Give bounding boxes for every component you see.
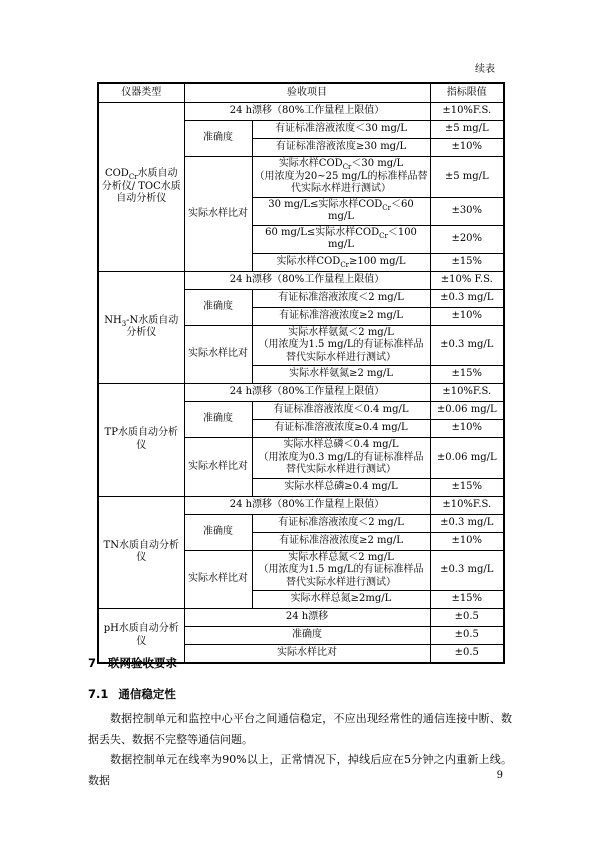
criteria-group-cell: 准确度 — [184, 402, 252, 438]
acceptance-requirements-table — [97, 82, 505, 664]
acceptance-item-cell: 60 mg/L≤实际水样$COD_{Cr}<100$ mg/L — [252, 225, 430, 253]
limit-value-cell: ±10%F.S. — [430, 496, 504, 514]
instrument-type-cell: TP水质自动分析仪 — [98, 384, 184, 497]
paragraph: 数据控制单元在线率为90%以上，正常情况下，掉线后应在5分钟之内重新上线。数据 — [88, 753, 512, 787]
header-limit-value: 指标限值 — [430, 83, 504, 103]
acceptance-item-cell: 准确度 — [184, 627, 430, 645]
limit-value-cell: ±5 mg/L — [430, 157, 504, 198]
limit-value-cell: ±0.5 — [430, 609, 504, 627]
acceptance-item-cell: 实际水样$COD_{Cr}<30$ mg/L （用浓度为20~25 mg/L的标准样品替代实际水样进行测试） — [252, 157, 430, 198]
section-number: 7 — [88, 656, 97, 670]
acceptance-item-cell: 24 h漂移（80%工作量程上限值） — [184, 103, 430, 121]
limit-value-cell: ±15% — [430, 366, 504, 384]
limit-value-cell: ±0.5 — [430, 645, 504, 664]
table-row — [98, 103, 504, 121]
header-acceptance-item: 验收项目 — [184, 83, 430, 103]
table-row — [98, 496, 504, 514]
criteria-group-cell: 准确度 — [184, 121, 252, 157]
limit-value-cell: ±15% — [430, 591, 504, 609]
criteria-group-cell: 实际水样比对 — [184, 157, 252, 272]
acceptance-table-body — [98, 103, 504, 664]
criteria-group-cell: 准确度 — [184, 514, 252, 550]
acceptance-item-cell: 24 h漂移 — [184, 609, 430, 627]
limit-value-cell: ±10%F.S. — [430, 103, 504, 121]
limit-value-cell: ±10% — [430, 307, 504, 325]
limit-value-cell: ±15% — [430, 478, 504, 496]
section-7-heading — [88, 656, 177, 670]
section-title: 联网验收要求 — [108, 656, 178, 670]
limit-value-cell: ±0.3 mg/L — [430, 550, 504, 591]
limit-value-cell: ±5 mg/L — [430, 121, 504, 139]
limit-value-cell: ±10%F.S. — [430, 384, 504, 402]
table-row — [98, 384, 504, 402]
criteria-group-cell: 实际水样比对 — [184, 438, 252, 497]
table-continuation-label: 续表 — [475, 64, 495, 75]
limit-value-cell: ±0.3 mg/L — [430, 325, 504, 366]
acceptance-item-cell: 30 mg/L≤实际水样$COD_{Cr}<60$ mg/L — [252, 197, 430, 225]
acceptance-item-cell: 实际水样氨氮＜2 mg/L （用浓度为1.5 mg/L的有证标准样品替代实际水样进行测试） — [252, 325, 430, 366]
acceptance-item-cell: 有证标准溶液浓度≥0.4 mg/L — [252, 420, 430, 438]
limit-value-cell: ±20% — [430, 225, 504, 253]
subsection-number: 7.1 — [88, 687, 109, 701]
instrument-type-cell: pH水质自动分析仪 — [98, 609, 184, 664]
limit-value-cell: ±30% — [430, 197, 504, 225]
criteria-group-cell: 准确度 — [184, 289, 252, 325]
limit-value-cell: ±0.06 mg/L — [430, 402, 504, 420]
acceptance-item-cell: 有证标准溶液浓度＜2 mg/L — [252, 289, 430, 307]
acceptance-item-cell: 有证标准溶液浓度≥30 mg/L — [252, 139, 430, 157]
acceptance-item-cell: 有证标准溶液浓度＜30 mg/L — [252, 121, 430, 139]
acceptance-item-cell: 有证标准溶液浓度≥2 mg/L — [252, 532, 430, 550]
acceptance-item-cell: 有证标准溶液浓度＜0.4 mg/L — [252, 402, 430, 420]
limit-value-cell: ±10% — [430, 139, 504, 157]
acceptance-item-cell: 24 h漂移（80%工作量程上限值） — [184, 496, 430, 514]
instrument-type-cell: $NH_3-N$水质自动分析仪 — [98, 271, 184, 384]
acceptance-item-cell: 实际水样总磷＜0.4 mg/L （用浓度为0.3 mg/L的有证标准样品替代实际水样进行测试） — [252, 438, 430, 479]
acceptance-item-cell: 24 h漂移（80%工作量程上限值） — [184, 271, 430, 289]
acceptance-item-cell: 实际水样$COD_{Cr}\ge 100$ mg/L — [252, 253, 430, 271]
acceptance-item-cell: 24 h漂移（80%工作量程上限值） — [184, 384, 430, 402]
instrument-type-cell: TN水质自动分析仪 — [98, 496, 184, 609]
section-7-1-heading — [88, 687, 176, 701]
page-number: 9 — [496, 770, 503, 781]
acceptance-item-cell: 实际水样氨氮≥2 mg/L — [252, 366, 430, 384]
table-row — [98, 609, 504, 627]
limit-value-cell: ±10% — [430, 532, 504, 550]
limit-value-cell: ±10% — [430, 420, 504, 438]
acceptance-item-cell: 实际水样总氮≥2mg/L — [252, 591, 430, 609]
limit-value-cell: ±15% — [430, 253, 504, 271]
acceptance-item-cell: 有证标准溶液浓度≥2 mg/L — [252, 307, 430, 325]
limit-value-cell: ±0.3 mg/L — [430, 514, 504, 532]
subsection-title: 通信稳定性 — [118, 687, 176, 701]
acceptance-item-cell: 实际水样比对 — [184, 645, 430, 664]
limit-value-cell: ±10% F.S. — [430, 271, 504, 289]
acceptance-item-cell: 有证标准溶液浓度＜2 mg/L — [252, 514, 430, 532]
criteria-group-cell: 实际水样比对 — [184, 550, 252, 609]
limit-value-cell: ±0.5 — [430, 627, 504, 645]
criteria-group-cell: 实际水样比对 — [184, 325, 252, 384]
limit-value-cell: ±0.3 mg/L — [430, 289, 504, 307]
header-instrument-type: 仪器类型 — [98, 83, 184, 103]
instrument-type-cell: $COD_{Cr}$水质自动分析仪/ TOC水质自动分析仪 — [98, 103, 184, 272]
acceptance-item-cell: 实际水样总氮＜2 mg/L （用浓度为1.5 mg/L的有证标准样品替代实际水样进行测试） — [252, 550, 430, 591]
limit-value-cell: ±0.06 mg/L — [430, 438, 504, 479]
acceptance-item-cell: 实际水样总磷≥0.4 mg/L — [252, 478, 430, 496]
table-header-row — [98, 83, 504, 103]
paragraph: 数据控制单元和监控中心平台之间通信稳定，不应出现经常性的通信连接中断、数据丢失、数据不完整等通信问题。 — [88, 712, 512, 746]
table-row — [98, 271, 504, 289]
